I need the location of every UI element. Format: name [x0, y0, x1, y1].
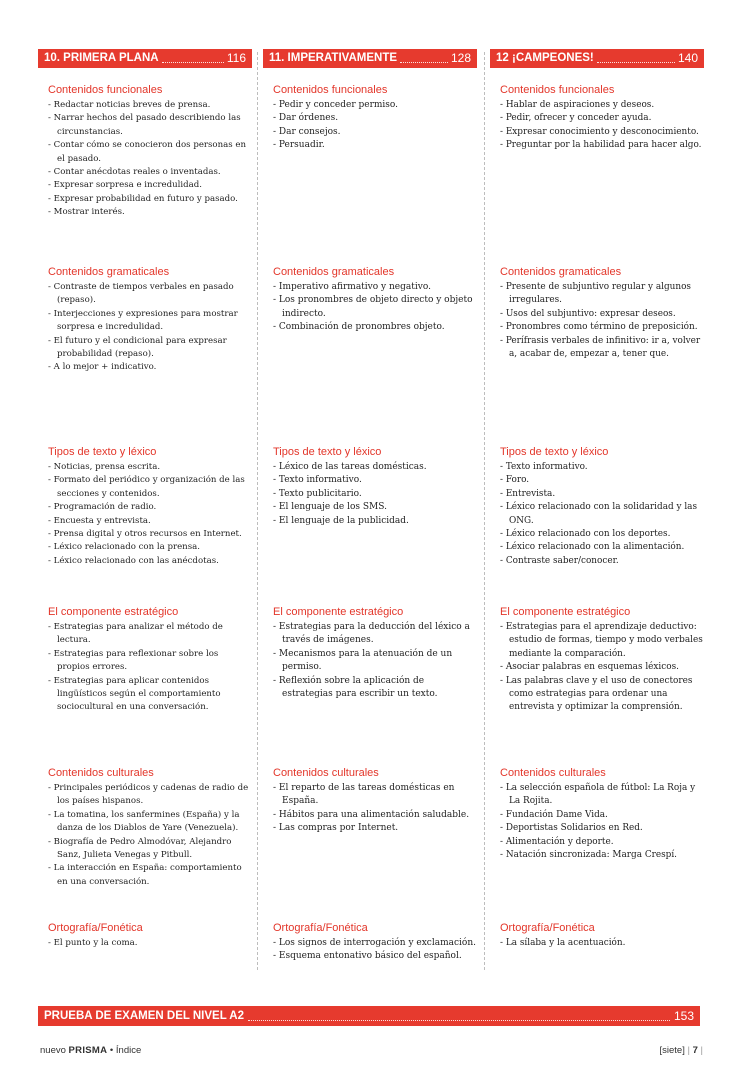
list-item: - Entrevista. — [500, 488, 704, 501]
section-heading: El componente estratégico — [273, 606, 404, 618]
unit-page-number: 140 — [677, 51, 698, 65]
list-item: - El reparto de las tareas domésticas en España. — [273, 782, 477, 809]
list-item: - El futuro y el condicional para expresar probabilidad (repaso). — [48, 335, 252, 362]
unit-column-10 — [38, 49, 252, 948]
section-tipos-de-texto — [500, 446, 704, 568]
section-contenidos-culturales — [48, 767, 252, 889]
section-list — [500, 621, 704, 715]
list-item: - Esquema entonativo básico del español. — [273, 950, 477, 963]
list-item: - Dar consejos. — [273, 126, 477, 139]
section-list — [48, 281, 252, 375]
list-item: - Reflexión sobre la aplicación de estrategias para escribir un texto. — [273, 675, 477, 702]
list-item: - Presente de subjuntivo regular y algunos irregulares. — [500, 281, 704, 308]
section-contenidos-gramaticales — [273, 266, 477, 335]
exam-title: PRUEBA DE EXAMEN DEL NIVEL A2 — [44, 1010, 245, 1022]
list-item: - Fundación Dame Vida. — [500, 809, 704, 822]
section-ortografia-fonetica — [500, 922, 704, 950]
list-item: - Léxico relacionado con la alimentación. — [500, 541, 704, 554]
list-item: - Usos del subjuntivo: expresar deseos. — [500, 308, 704, 321]
list-item: - Los pronombres de objeto directo y objeto indirecto. — [273, 294, 477, 321]
list-item: - Léxico relacionado con los deportes. — [500, 528, 704, 541]
unit-column-12 — [490, 49, 704, 948]
section-heading: Contenidos gramaticales — [48, 266, 170, 278]
section-heading: Contenidos gramaticales — [273, 266, 395, 278]
list-item: - Léxico de las tareas domésticas. — [273, 461, 477, 474]
list-item: - Preguntar por la habilidad para hacer algo. — [500, 139, 704, 152]
section-contenidos-culturales — [273, 767, 477, 836]
list-item: - Interjecciones y expresiones para mostrar sorpresa e incredulidad. — [48, 308, 252, 335]
list-item: - Contar anécdotas reales o inventadas. — [48, 166, 252, 179]
list-item: - Deportistas Solidarios en Red. — [500, 822, 704, 835]
section-list — [48, 937, 252, 950]
list-item: - Estrategias para la deducción del léxico a través de imágenes. — [273, 621, 477, 648]
list-item: - Formato del periódico y organización de las secciones y contenidos. — [48, 474, 252, 501]
section-list — [48, 782, 252, 889]
list-item: - Dar órdenes. — [273, 112, 477, 125]
list-item: - Contraste de tiempos verbales en pasado (repaso). — [48, 281, 252, 308]
list-item: - Perífrasis verbales de infinitivo: ir a, volver a, acabar de, empezar a, tener que. — [500, 335, 704, 362]
list-item: - Persuadir. — [273, 139, 477, 152]
section-componente-estrategico — [500, 606, 704, 715]
list-item: - A lo mejor + indicativo. — [48, 361, 252, 374]
footer-page — [659, 1045, 703, 1056]
list-item: - Expresar conocimiento y desconocimiento. — [500, 126, 704, 139]
list-item: - Mecanismos para la atenuación de un permiso. — [273, 648, 477, 675]
section-list — [48, 99, 252, 220]
page-word: [siete] — [659, 1045, 685, 1056]
brand-prefix: nuevo — [40, 1045, 66, 1056]
section-ortografia-fonetica — [273, 922, 477, 964]
section-heading: Ortografía/Fonética — [500, 922, 595, 934]
section-list — [273, 937, 477, 964]
list-item: - Asociar palabras en esquemas léxicos. — [500, 661, 704, 674]
unit-title: 10. PRIMERA PLANA — [44, 52, 159, 64]
list-item: - Combinación de pronombres objeto. — [273, 321, 477, 334]
section-heading: Contenidos culturales — [48, 767, 154, 779]
section-heading: Contenidos funcionales — [48, 84, 163, 96]
unit-header[interactable] — [263, 49, 477, 68]
section-heading: Contenidos gramaticales — [500, 266, 622, 278]
section-list — [500, 782, 704, 862]
list-item: - Encuesta y entrevista. — [48, 515, 252, 528]
list-item: - Texto informativo. — [273, 474, 477, 487]
section-heading: Contenidos funcionales — [500, 84, 615, 96]
list-item: - Los signos de interrogación y exclamación. — [273, 937, 477, 950]
list-item: - Texto informativo. — [500, 461, 704, 474]
column-separator — [484, 52, 485, 970]
list-item: - Texto publicitario. — [273, 488, 477, 501]
list-item: - Programación de radio. — [48, 501, 252, 514]
footer-brand — [40, 1045, 141, 1056]
list-item: - Léxico relacionado con las anécdotas. — [48, 555, 252, 568]
section-heading: Contenidos culturales — [500, 767, 606, 779]
divider: | — [687, 1045, 690, 1056]
section-contenidos-funcionales — [500, 84, 704, 153]
section-contenidos-funcionales — [273, 84, 477, 153]
section-contenidos-gramaticales — [500, 266, 704, 361]
list-item: - Foro. — [500, 474, 704, 487]
section-heading: Ortografía/Fonética — [48, 922, 143, 934]
list-item: - La tomatina, los sanfermines (España) y la danza de los Diablos de Yare (Venezuela). — [48, 809, 252, 836]
section-ortografia-fonetica — [48, 922, 252, 950]
section-contenidos-culturales — [500, 767, 704, 862]
leader-dots — [400, 62, 448, 63]
section-list — [500, 461, 704, 568]
list-item: - Léxico relacionado con la solidaridad y las ONG. — [500, 501, 704, 528]
list-item: - Imperativo afirmativo y negativo. — [273, 281, 477, 294]
section-list — [273, 621, 477, 701]
section-heading: Contenidos funcionales — [273, 84, 388, 96]
list-item: - Hablar de aspiraciones y deseos. — [500, 99, 704, 112]
list-item: - Las compras por Internet. — [273, 822, 477, 835]
list-item: - Biografía de Pedro Almodóvar, Alejandro Sanz, Julieta Venegas y Pitbull. — [48, 836, 252, 863]
brand-separator: • — [109, 1045, 114, 1056]
section-contenidos-funcionales — [48, 84, 252, 220]
list-item: - Natación sincronizada: Marga Crespí. — [500, 849, 704, 862]
list-item: - La interacción en España: comportamiento en una conversación. — [48, 862, 252, 889]
divider: | — [700, 1045, 703, 1056]
section-name: Índice — [115, 1045, 142, 1056]
list-item: - Alimentación y deporte. — [500, 836, 704, 849]
list-item: - Narrar hechos del pasado describiendo las circunstancias. — [48, 112, 252, 139]
list-item: - Pedir y conceder permiso. — [273, 99, 477, 112]
list-item: - La sílaba y la acentuación. — [500, 937, 704, 950]
list-item: - Prensa digital y otros recursos en Internet. — [48, 528, 252, 541]
list-item: - Contraste saber/conocer. — [500, 555, 704, 568]
brand-name: PRISMA — [68, 1045, 108, 1056]
section-list — [273, 281, 477, 335]
list-item: - Estrategias para aplicar contenidos lingüísticos según el comportamiento sociocultural en una conversación. — [48, 675, 252, 715]
list-item: - El lenguaje de la publicidad. — [273, 515, 477, 528]
unit-page-number: 116 — [226, 51, 246, 65]
column-separator — [257, 52, 258, 970]
list-item: - Estrategias para reflexionar sobre los propios errores. — [48, 648, 252, 675]
list-item: - Mostrar interés. — [48, 206, 252, 219]
page-number: 7 — [692, 1045, 698, 1056]
section-heading: Tipos de texto y léxico — [48, 446, 157, 458]
section-tipos-de-texto — [273, 446, 477, 528]
list-item: - Pedir, ofrecer y conceder ayuda. — [500, 112, 704, 125]
section-list — [273, 461, 477, 528]
section-list — [273, 782, 477, 836]
unit-page-number: 128 — [450, 51, 471, 65]
section-list — [500, 281, 704, 361]
section-list — [48, 461, 252, 568]
section-heading: Tipos de texto y léxico — [500, 446, 609, 458]
unit-column-11 — [263, 49, 477, 962]
section-list — [273, 99, 477, 153]
section-heading: Tipos de texto y léxico — [273, 446, 382, 458]
section-list — [48, 621, 252, 715]
list-item: - Contar cómo se conocieron dos personas en el pasado. — [48, 139, 252, 166]
unit-header[interactable] — [490, 49, 704, 68]
section-heading: El componente estratégico — [500, 606, 631, 618]
list-item: - El lenguaje de los SMS. — [273, 501, 477, 514]
leader-dots — [248, 1020, 670, 1021]
list-item: - Estrategias para analizar el método de lectura. — [48, 621, 252, 648]
list-item: - Pronombres como término de preposición. — [500, 321, 704, 334]
section-heading: Contenidos culturales — [273, 767, 379, 779]
list-item: - Hábitos para una alimentación saludable. — [273, 809, 477, 822]
unit-header[interactable] — [38, 49, 252, 68]
section-list — [500, 937, 704, 950]
list-item: - Estrategias para el aprendizaje deductivo: estudio de formas, tiempo y modo verbales mediante la comparación. — [500, 621, 704, 661]
unit-title: 11. IMPERATIVAMENTE — [269, 52, 398, 64]
list-item: - El punto y la coma. — [48, 937, 252, 950]
list-item: - La selección española de fútbol: La Roja y La Rojita. — [500, 782, 704, 809]
exam-page-number: 153 — [673, 1009, 694, 1023]
section-contenidos-gramaticales — [48, 266, 252, 375]
list-item: - Expresar probabilidad en futuro y pasado. — [48, 193, 252, 206]
list-item: - Expresar sorpresa e incredulidad. — [48, 179, 252, 192]
unit-title: 12 ¡CAMPEONES! — [496, 52, 594, 64]
section-list — [500, 99, 704, 153]
list-item: - Léxico relacionado con la prensa. — [48, 541, 252, 554]
section-tipos-de-texto — [48, 446, 252, 568]
list-item: - Las palabras clave y el uso de conectores como estrategias para ordenar una entrevista y optimizar la comprensión. — [500, 675, 704, 715]
exam-banner[interactable] — [38, 1006, 700, 1026]
list-item: - Principales periódicos y cadenas de radio de los países hispanos. — [48, 782, 252, 809]
section-componente-estrategico — [273, 606, 477, 701]
list-item: - Noticias, prensa escrita. — [48, 461, 252, 474]
leader-dots — [597, 62, 675, 63]
section-componente-estrategico — [48, 606, 252, 715]
section-heading: Ortografía/Fonética — [273, 922, 368, 934]
leader-dots — [162, 62, 224, 63]
list-item: - Redactar noticias breves de prensa. — [48, 99, 252, 112]
section-heading: El componente estratégico — [48, 606, 179, 618]
